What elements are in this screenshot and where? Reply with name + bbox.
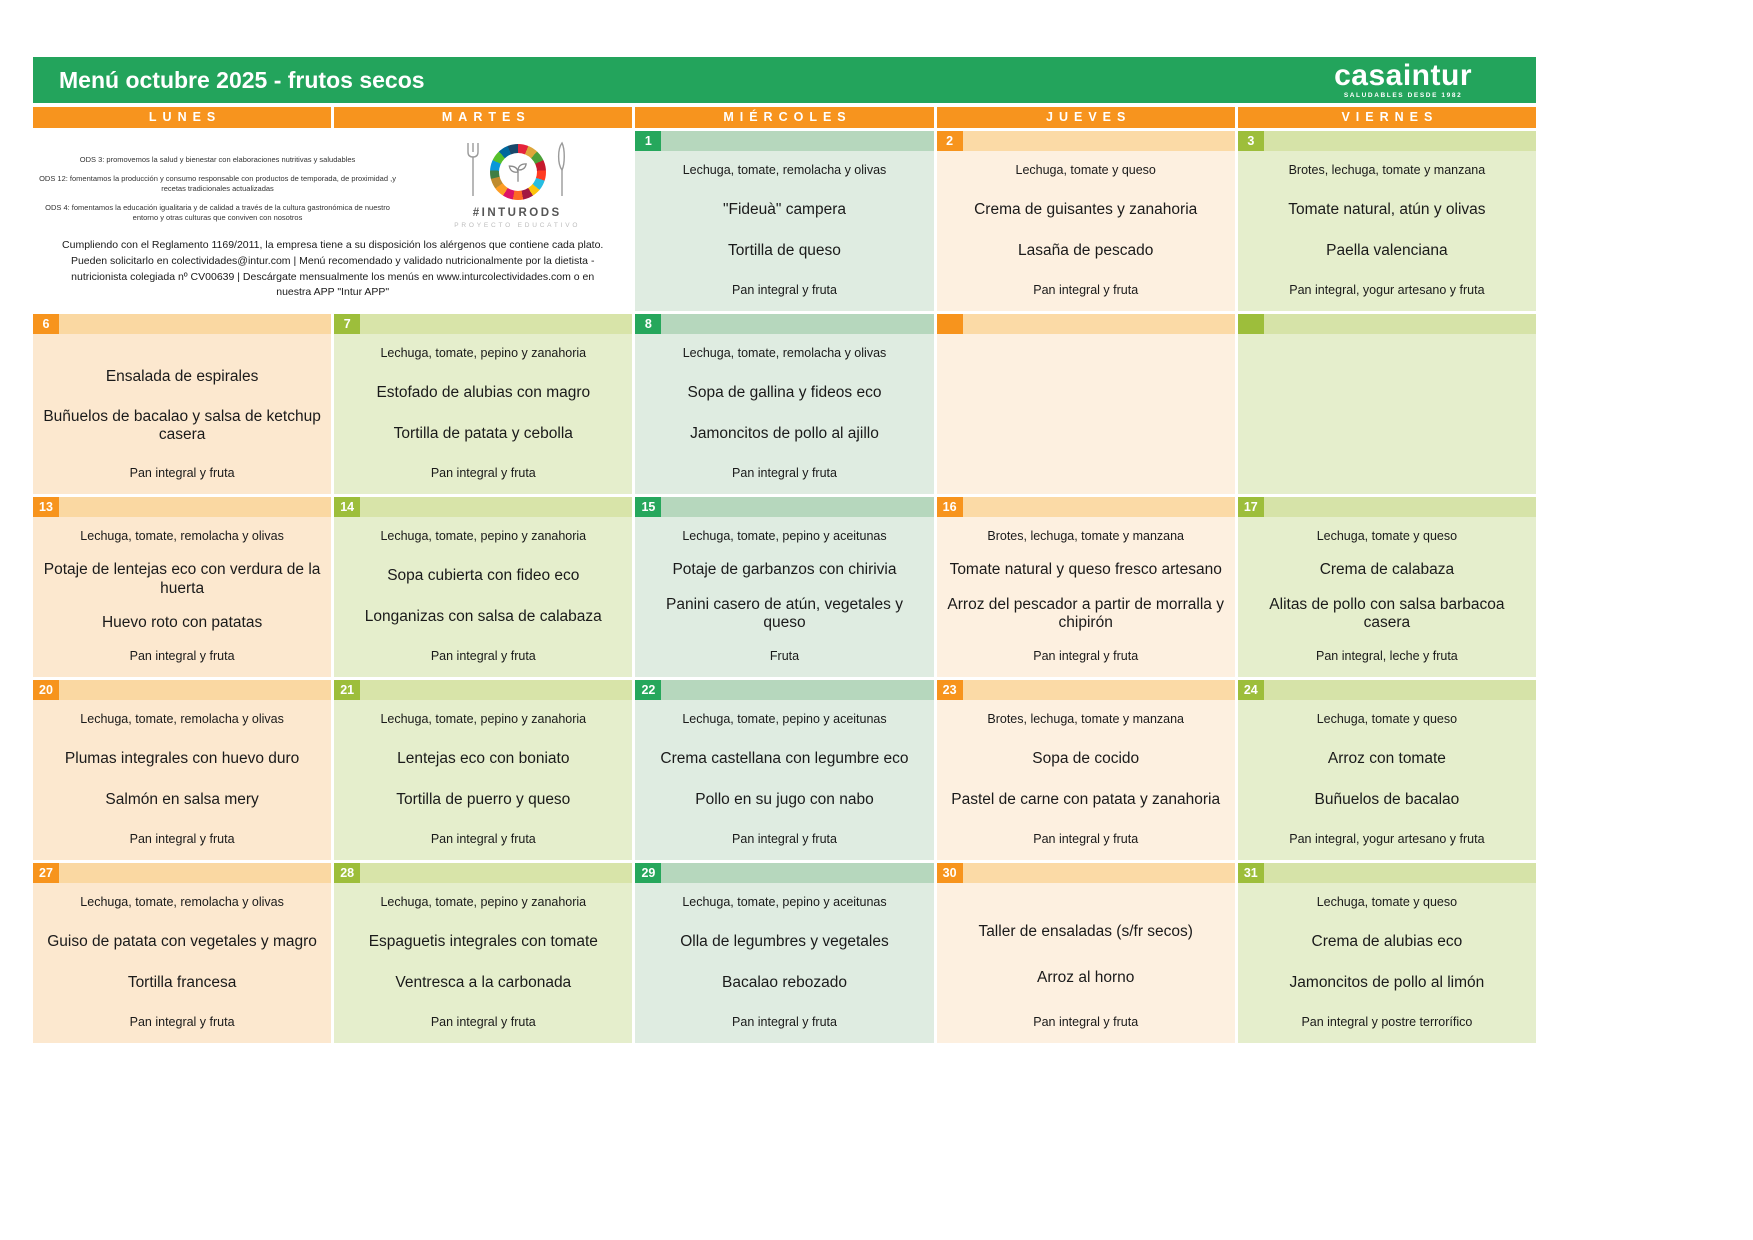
day-menu bbox=[334, 334, 632, 494]
dessert-line: Pan integral y fruta bbox=[430, 649, 536, 664]
brand-tagline: SALUDABLES DESDE 1982 bbox=[1343, 91, 1463, 99]
main-dish-2: Pollo en su jugo con nabo bbox=[695, 791, 874, 809]
day-strip bbox=[937, 497, 1235, 517]
week-row-1 bbox=[33, 131, 1536, 311]
day-strip bbox=[334, 497, 632, 517]
main-dish-2: Buñuelos de bacalao bbox=[1314, 791, 1460, 809]
main-dish-1: Crema castellana con legumbre eco bbox=[660, 750, 909, 768]
info-top bbox=[33, 131, 632, 238]
day-menu bbox=[1238, 883, 1536, 1043]
salad-line: Lechuga, tomate, remolacha y olivas bbox=[682, 163, 887, 177]
salad-line: Lechuga, tomate, remolacha y olivas bbox=[80, 895, 284, 909]
day-menu bbox=[937, 517, 1235, 677]
main-dish-2: Alitas de pollo con salsa barbacoa casera bbox=[1269, 595, 1505, 632]
salad-line: Lechuga, tomate y queso bbox=[1316, 712, 1458, 726]
day-strip bbox=[937, 314, 1235, 334]
day-strip bbox=[1238, 863, 1536, 883]
salad-line: Lechuga, tomate, pepino y zanahoria bbox=[380, 346, 587, 360]
ods-goals bbox=[33, 141, 402, 238]
main-dish-2: Panini casero de atún, vegetales y queso bbox=[666, 595, 903, 632]
day-cell-31 bbox=[1238, 863, 1536, 1043]
dessert-line: Fruta bbox=[769, 649, 800, 664]
salad-line: Lechuga, tomate y queso bbox=[1015, 163, 1156, 177]
main-dish-1: Sopa de cocido bbox=[1032, 750, 1140, 768]
day-menu bbox=[334, 700, 632, 860]
weekday-tuesday: MARTES bbox=[334, 107, 632, 128]
main-dish-1: Espaguetis integrales con tomate bbox=[368, 933, 598, 951]
salad-line: Lechuga, tomate, pepino y aceitunas bbox=[682, 529, 887, 543]
day-strip bbox=[635, 497, 933, 517]
page-title: Menú octubre 2025 - frutos secos bbox=[59, 66, 425, 93]
day-cell-13 bbox=[33, 497, 331, 677]
day-menu bbox=[1238, 151, 1536, 311]
day-cell-24 bbox=[1238, 680, 1536, 860]
day-strip bbox=[33, 680, 331, 700]
dessert-line: Pan integral y fruta bbox=[430, 466, 536, 481]
day-menu bbox=[635, 883, 933, 1043]
day-number: 31 bbox=[1238, 863, 1264, 883]
dessert-line: Pan integral y fruta bbox=[1033, 649, 1139, 664]
week-row-5 bbox=[33, 863, 1536, 1043]
main-dish-2: Tortilla de puerro y queso bbox=[396, 791, 571, 809]
dessert-line: Pan integral y postre terrorífico bbox=[1301, 1015, 1473, 1030]
main-dish-2: Jamoncitos de pollo al ajillo bbox=[690, 425, 879, 443]
day-menu bbox=[33, 700, 331, 860]
day-number: 29 bbox=[635, 863, 661, 883]
day-menu bbox=[1238, 334, 1536, 494]
inturods-logo bbox=[402, 141, 632, 238]
brand-name: casaintur bbox=[1334, 58, 1472, 92]
day-cell-3 bbox=[1238, 131, 1536, 311]
main-dish-1: Crema de guisantes y zanahoria bbox=[974, 201, 1198, 219]
main-dish-1: Tomate natural, atún y olivas bbox=[1288, 201, 1486, 219]
day-cell-7 bbox=[334, 314, 632, 494]
day-menu bbox=[635, 517, 933, 677]
salad-line: Lechuga, tomate y queso bbox=[1316, 529, 1458, 543]
weekday-header bbox=[33, 107, 1536, 128]
main-dish-1: Lentejas eco con boniato bbox=[397, 750, 570, 768]
dessert-line: Pan integral y fruta bbox=[129, 1015, 235, 1030]
weekday-wednesday: MIÉRCOLES bbox=[635, 107, 933, 128]
day-cell-empty bbox=[1238, 314, 1536, 494]
day-menu bbox=[937, 700, 1235, 860]
main-dish-2: Jamoncitos de pollo al limón bbox=[1289, 974, 1485, 992]
day-cell-29 bbox=[635, 863, 933, 1043]
day-menu bbox=[937, 883, 1235, 1043]
day-menu bbox=[937, 334, 1235, 494]
day-cell-8 bbox=[635, 314, 933, 494]
week-row-4 bbox=[33, 680, 1536, 860]
main-dish-1: Taller de ensaladas (s/fr secos) bbox=[978, 922, 1193, 940]
day-strip bbox=[1238, 314, 1536, 334]
hashtag-sublabel: PROYECTO EDUCATIVO bbox=[454, 222, 581, 229]
salad-line: Brotes, lechuga, tomate y manzana bbox=[1288, 163, 1486, 177]
dessert-line: Pan integral y fruta bbox=[732, 832, 837, 847]
day-menu bbox=[1238, 517, 1536, 677]
day-strip bbox=[937, 131, 1235, 151]
salad-line: Lechuga, tomate, pepino y aceitunas bbox=[682, 712, 887, 726]
main-dish-2: Tortilla de queso bbox=[728, 242, 841, 260]
salad-line: Lechuga, tomate, pepino y zanahoria bbox=[380, 529, 587, 543]
dessert-line: Pan integral y fruta bbox=[129, 832, 235, 847]
day-strip bbox=[334, 680, 632, 700]
ods-line-12: ODS 12: fomentamos la producción y consumo responsable con productos de temporada, de proximidad ,y recetas tradicionales actualizadas bbox=[39, 173, 396, 194]
day-number: 8 bbox=[635, 314, 661, 334]
day-strip bbox=[635, 314, 933, 334]
day-menu bbox=[334, 883, 632, 1043]
day-number: 27 bbox=[33, 863, 59, 883]
main-dish-2: Arroz al horno bbox=[1037, 969, 1135, 987]
salad-line: Lechuga, tomate, remolacha y olivas bbox=[80, 529, 284, 543]
day-cell-16 bbox=[937, 497, 1235, 677]
header-bar bbox=[33, 57, 1536, 103]
day-menu bbox=[33, 334, 331, 494]
day-number bbox=[937, 314, 963, 334]
dessert-line: Pan integral, yogur artesano y fruta bbox=[1289, 832, 1485, 847]
main-dish-1: Sopa de gallina y fideos eco bbox=[687, 384, 882, 402]
day-number: 30 bbox=[937, 863, 963, 883]
main-dish-1: Arroz con tomate bbox=[1327, 750, 1446, 768]
main-dish-2: Pastel de carne con patata y zanahoria bbox=[951, 791, 1221, 809]
day-strip bbox=[937, 863, 1235, 883]
ods-line-3: ODS 3: promovemos la salud y bienestar con elaboraciones nutritivas y saludables bbox=[79, 155, 356, 165]
day-strip bbox=[334, 314, 632, 334]
main-dish-2: Buñuelos de bacalao y salsa de ketchup casera bbox=[43, 407, 321, 444]
main-dish-1: Estofado de alubias con magro bbox=[376, 384, 591, 402]
day-cell-2 bbox=[937, 131, 1235, 311]
main-dish-1: Crema de calabaza bbox=[1319, 560, 1455, 578]
main-dish-2: Arroz del pescador a partir de morralla y chipirón bbox=[947, 595, 1224, 632]
day-number: 2 bbox=[937, 131, 963, 151]
main-dish-2: Huevo roto con patatas bbox=[101, 614, 263, 632]
ods-line-4: ODS 4: fomentamos la educación igualitaria y de calidad a través de la cultura gastronómica de nuestro entorno y otras culturas que conviven con nosotros bbox=[45, 202, 390, 223]
dessert-line: Pan integral y fruta bbox=[430, 1015, 536, 1030]
day-menu bbox=[334, 517, 632, 677]
main-dish-2: Tortilla de patata y cebolla bbox=[393, 425, 573, 443]
main-dish-2: Bacalao rebozado bbox=[722, 974, 847, 992]
main-dish-1: Sopa cubierta con fideo eco bbox=[387, 567, 580, 585]
week-row-2 bbox=[33, 314, 1536, 494]
sprout-icon bbox=[499, 153, 537, 191]
salad-line: Brotes, lechuga, tomate y manzana bbox=[987, 712, 1185, 726]
day-cell-22 bbox=[635, 680, 933, 860]
week-row-3 bbox=[33, 497, 1536, 677]
day-strip bbox=[635, 863, 933, 883]
weekday-monday: LUNES bbox=[33, 107, 331, 128]
day-menu bbox=[635, 151, 933, 311]
salad-line: Lechuga, tomate, pepino y zanahoria bbox=[380, 895, 587, 909]
day-number: 13 bbox=[33, 497, 59, 517]
brand-logo bbox=[1334, 58, 1510, 100]
hashtag-label: #INTURODS bbox=[472, 207, 562, 219]
main-dish-1: Tomate natural y queso fresco artesano bbox=[949, 560, 1222, 578]
main-dish-1: Guiso de patata con vegetales y magro bbox=[47, 933, 317, 951]
day-number: 28 bbox=[334, 863, 360, 883]
day-cell-14 bbox=[334, 497, 632, 677]
day-menu bbox=[635, 334, 933, 494]
main-dish-1: Olla de legumbres y vegetales bbox=[680, 933, 889, 951]
main-dish-1: Plumas integrales con huevo duro bbox=[64, 750, 300, 768]
day-strip bbox=[635, 680, 933, 700]
logo-row bbox=[465, 141, 569, 202]
day-cell-17 bbox=[1238, 497, 1536, 677]
dessert-line: Pan integral y fruta bbox=[1033, 283, 1139, 298]
dessert-line: Pan integral, leche y fruta bbox=[1316, 649, 1458, 664]
dessert-line: Pan integral y fruta bbox=[732, 466, 837, 481]
main-dish-1: "Fideuà" campera bbox=[722, 201, 846, 219]
day-cell-6 bbox=[33, 314, 331, 494]
day-number: 17 bbox=[1238, 497, 1264, 517]
day-cell-15 bbox=[635, 497, 933, 677]
day-cell-20 bbox=[33, 680, 331, 860]
main-dish-1: Potaje de lentejas eco con verdura de la huerta bbox=[43, 560, 321, 597]
day-strip bbox=[937, 680, 1235, 700]
salad-line: Brotes, lechuga, tomate y manzana bbox=[987, 529, 1185, 543]
day-number: 23 bbox=[937, 680, 963, 700]
salad-line: Lechuga, tomate, remolacha y olivas bbox=[80, 712, 284, 726]
day-cell-28 bbox=[334, 863, 632, 1043]
calendar-grid bbox=[33, 131, 1536, 1043]
day-cell-empty bbox=[937, 314, 1235, 494]
main-dish-2: Longanizas con salsa de calabaza bbox=[364, 608, 602, 626]
day-strip bbox=[33, 497, 331, 517]
day-menu bbox=[937, 151, 1235, 311]
day-number: 22 bbox=[635, 680, 661, 700]
weekday-thursday: JUEVES bbox=[937, 107, 1235, 128]
day-number: 1 bbox=[635, 131, 661, 151]
day-number: 3 bbox=[1238, 131, 1264, 151]
day-number: 16 bbox=[937, 497, 963, 517]
fork-icon bbox=[465, 141, 481, 202]
day-number: 21 bbox=[334, 680, 360, 700]
salad-line: Lechuga, tomate, remolacha y olivas bbox=[682, 346, 887, 360]
main-dish-1: Ensalada de espirales bbox=[105, 367, 259, 385]
day-strip bbox=[33, 863, 331, 883]
dessert-line: Pan integral y fruta bbox=[1033, 1015, 1139, 1030]
menu-sheet bbox=[33, 57, 1536, 1046]
main-dish-2: Tortilla francesa bbox=[127, 974, 237, 992]
main-dish-1: Crema de alubias eco bbox=[1311, 933, 1463, 951]
day-strip bbox=[1238, 131, 1536, 151]
main-dish-2: Ventresca a la carbonada bbox=[395, 974, 572, 992]
day-number: 24 bbox=[1238, 680, 1264, 700]
day-number: 15 bbox=[635, 497, 661, 517]
salad-line: Lechuga, tomate, pepino y aceitunas bbox=[682, 895, 887, 909]
day-menu bbox=[33, 517, 331, 677]
main-dish-2: Salmón en salsa mery bbox=[105, 791, 259, 809]
day-cell-23 bbox=[937, 680, 1235, 860]
weekday-friday: VIERNES bbox=[1238, 107, 1536, 128]
day-cell-30 bbox=[937, 863, 1235, 1043]
knife-icon bbox=[555, 141, 569, 202]
dessert-line: Pan integral y fruta bbox=[430, 832, 536, 847]
day-strip bbox=[1238, 497, 1536, 517]
day-menu bbox=[635, 700, 933, 860]
main-dish-2: Paella valenciana bbox=[1326, 242, 1448, 260]
day-number: 20 bbox=[33, 680, 59, 700]
dessert-line: Pan integral, yogur artesano y fruta bbox=[1289, 283, 1485, 298]
main-dish-2: Lasaña de pescado bbox=[1018, 242, 1154, 260]
day-cell-1 bbox=[635, 131, 933, 311]
day-number: 7 bbox=[334, 314, 360, 334]
day-cell-21 bbox=[334, 680, 632, 860]
day-strip bbox=[635, 131, 933, 151]
day-number bbox=[1238, 314, 1264, 334]
day-strip bbox=[33, 314, 331, 334]
day-strip bbox=[334, 863, 632, 883]
dessert-line: Pan integral y fruta bbox=[732, 283, 837, 298]
sdg-wheel-icon bbox=[490, 144, 546, 200]
dessert-line: Pan integral y fruta bbox=[1033, 832, 1139, 847]
dessert-line: Pan integral y fruta bbox=[129, 649, 235, 664]
main-dish-1: Potaje de garbanzos con chirivia bbox=[672, 560, 897, 578]
day-number: 6 bbox=[33, 314, 59, 334]
info-panel bbox=[33, 131, 632, 311]
day-number: 14 bbox=[334, 497, 360, 517]
salad-line: Lechuga, tomate y queso bbox=[1316, 895, 1458, 909]
day-cell-27 bbox=[33, 863, 331, 1043]
dessert-line: Pan integral y fruta bbox=[732, 1015, 837, 1030]
day-menu bbox=[33, 883, 331, 1043]
salad-line: Lechuga, tomate, pepino y zanahoria bbox=[380, 712, 587, 726]
allergen-legal-text: Cumpliendo con el Reglamento 1169/2011, la empresa tiene a su disposición los alérgenos que contiene cada plato. Pueden solicitarlo en colectividades@intur.com | Menú recomendado y validado nutricionalmente por la dietista - nutricionista colegiada nº CV00639 | Descárgate mensualmente los menús en www.inturcolectividades.com o en nuestra APP "Intur APP" bbox=[62, 239, 604, 299]
dessert-line: Pan integral y fruta bbox=[129, 466, 235, 481]
day-strip bbox=[1238, 680, 1536, 700]
day-menu bbox=[1238, 700, 1536, 860]
